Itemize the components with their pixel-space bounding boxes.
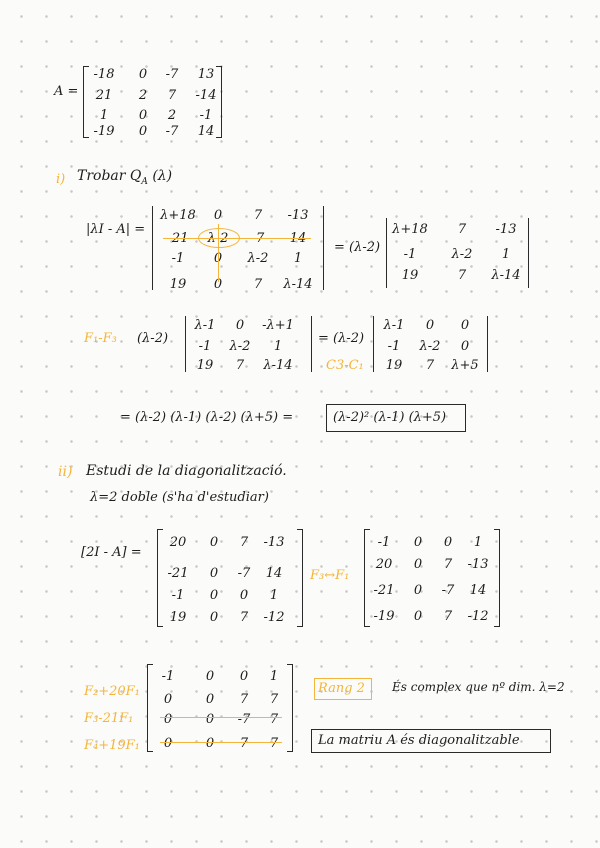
det4-right-bar bbox=[487, 316, 488, 372]
matrix-cell: -21 bbox=[167, 566, 189, 581]
matrix-cell: 19 bbox=[169, 610, 187, 625]
matrix-cell: λ-2 bbox=[247, 251, 269, 266]
matrix-cell: 0 bbox=[213, 208, 223, 223]
matrix-cell: -13 bbox=[495, 222, 517, 237]
matrix-cell: 19 bbox=[196, 358, 214, 373]
matrix-cell: -1 bbox=[199, 108, 213, 123]
matrix-cell: 7 bbox=[235, 358, 245, 373]
matrix-cell: λ-2 bbox=[229, 339, 251, 354]
det1-right-bar bbox=[323, 206, 324, 290]
det2-left-bar bbox=[386, 218, 387, 288]
char-det-label: |λI - A| = bbox=[86, 222, 146, 237]
mat3-left-bracket bbox=[147, 664, 153, 752]
det4-left-bar bbox=[373, 316, 374, 372]
matrix-cell: 0 bbox=[443, 535, 453, 550]
matrix-cell: -1 bbox=[377, 535, 391, 550]
matrix-cell: 20 bbox=[169, 535, 187, 550]
matrix-cell: λ-2 bbox=[419, 339, 441, 354]
matrix-cell: 0 bbox=[239, 669, 249, 684]
matrix-cell: 7 bbox=[269, 692, 279, 707]
matrix-cell: 0 bbox=[163, 736, 173, 751]
matrix-cell: -13 bbox=[263, 535, 285, 550]
matrix-cell: 0 bbox=[209, 588, 219, 603]
matrix-cell: 7 bbox=[443, 609, 453, 624]
matrix-cell: 0 bbox=[209, 566, 219, 581]
matrix-cell: 0 bbox=[138, 124, 148, 139]
matrix-cell: 0 bbox=[213, 277, 223, 292]
matrix-cell: -7 bbox=[165, 124, 179, 139]
matrix-cell: λ+18 bbox=[392, 222, 428, 237]
matrix-cell: -13 bbox=[467, 557, 489, 572]
matrix-cell: λ-14 bbox=[491, 268, 521, 283]
matrix-cell: -21 bbox=[167, 231, 189, 246]
matrix-cell: 1 bbox=[269, 669, 279, 684]
det3-right-bar bbox=[311, 316, 312, 372]
matrix-cell: -19 bbox=[93, 124, 115, 139]
matrix-cell: 7 bbox=[269, 712, 279, 727]
conclusion-text: La matriu A és diagonalitzable bbox=[318, 733, 520, 748]
matrix-cell: 7 bbox=[457, 268, 467, 283]
strike-row-4 bbox=[160, 742, 282, 743]
matrix-cell: 1 bbox=[293, 251, 303, 266]
matrix-cell: 7 bbox=[239, 736, 249, 751]
factor-2: (λ-2) bbox=[137, 331, 169, 346]
matrix-cell: 1 bbox=[269, 588, 279, 603]
matrix-cell: 14 bbox=[469, 583, 487, 598]
matrix-a-label: A = bbox=[54, 84, 79, 99]
matrix-cell: -12 bbox=[263, 610, 285, 625]
matrix-cell: -19 bbox=[373, 609, 395, 624]
matrix-cell: 0 bbox=[235, 318, 245, 333]
rank-label: Rang 2 bbox=[318, 681, 365, 696]
matrix-cell: -14 bbox=[195, 88, 217, 103]
matrix-cell: 0 bbox=[239, 588, 249, 603]
matrix-cell: 7 bbox=[239, 692, 249, 707]
matrix-cell: 7 bbox=[167, 88, 177, 103]
matrix-cell: -18 bbox=[93, 67, 115, 82]
section-ii-subtitle: λ=2 doble (s'ha d'estudiar) bbox=[90, 490, 269, 505]
factor-3: = (λ-2) bbox=[318, 331, 365, 346]
matrix-cell: -13 bbox=[287, 208, 309, 223]
row-operation: F₂+20F₁ bbox=[84, 684, 140, 699]
char-poly-result: (λ-2)² (λ-1) (λ+5) bbox=[333, 410, 447, 425]
matrix-cell: λ-14 bbox=[283, 277, 313, 292]
matrix-cell: 0 bbox=[163, 692, 173, 707]
matrix-cell: -1 bbox=[403, 247, 417, 262]
matrix-cell: 14 bbox=[265, 566, 283, 581]
matrix-cell: 0 bbox=[413, 609, 423, 624]
matrix-cell: -1 bbox=[198, 339, 212, 354]
matrix-cell: 0 bbox=[460, 318, 470, 333]
matrix-cell: λ-1 bbox=[194, 318, 216, 333]
matrix-cell: 0 bbox=[213, 251, 223, 266]
matrix-cell: 7 bbox=[239, 535, 249, 550]
matrix-cell: 0 bbox=[413, 557, 423, 572]
matrix-cell: -12 bbox=[467, 609, 489, 624]
matrix-cell: 0 bbox=[209, 610, 219, 625]
matrix-cell: λ+18 bbox=[160, 208, 196, 223]
det2-right-bar bbox=[528, 218, 529, 288]
matrix-cell: 14 bbox=[289, 231, 307, 246]
matrix-cell: 2 bbox=[138, 88, 148, 103]
section-i-marker: i) bbox=[56, 172, 66, 187]
matrix-cell: λ-1 bbox=[383, 318, 405, 333]
col-operation: C3-C₁ bbox=[326, 358, 364, 373]
mat1-left-bracket bbox=[157, 529, 163, 627]
row-operation-1: F₁-F₃ bbox=[84, 331, 117, 346]
matrix-cell: 0 bbox=[460, 339, 470, 354]
matrix-2i-label: [2I - A] = bbox=[81, 545, 142, 560]
matrix-cell: 1 bbox=[99, 108, 109, 123]
matrix-cell: 0 bbox=[205, 669, 215, 684]
matrix-cell: 0 bbox=[163, 712, 173, 727]
matrix-cell: λ-2 bbox=[207, 231, 229, 246]
matrix-cell: 1 bbox=[473, 535, 483, 550]
char-poly-product: = (λ-2) (λ-1) (λ-2) (λ+5) = bbox=[120, 410, 294, 425]
det1-left-bar bbox=[152, 206, 153, 290]
matrix-cell: -7 bbox=[237, 566, 251, 581]
mat2-right-bracket bbox=[494, 529, 500, 627]
matrix-cell: 14 bbox=[197, 124, 215, 139]
section-i-title: Trobar $Q_A$ (λ) bbox=[77, 168, 173, 187]
matrix-cell: 1 bbox=[501, 247, 511, 262]
matrix-cell: 0 bbox=[425, 318, 435, 333]
strike-row-3 bbox=[160, 717, 282, 718]
matrix-cell: 19 bbox=[401, 268, 419, 283]
matrix-cell: 1 bbox=[273, 339, 283, 354]
note-text: És complex que nº dim. λ=2 bbox=[392, 680, 565, 694]
matrix-cell: -1 bbox=[161, 669, 175, 684]
matrix-cell: -1 bbox=[387, 339, 401, 354]
row-operation: F₄+19F₁ bbox=[84, 738, 140, 753]
matrix-cell: 7 bbox=[457, 222, 467, 237]
factor-1: = (λ-2) bbox=[334, 240, 381, 255]
matrix-cell: -7 bbox=[237, 712, 251, 727]
matrix-cell: 0 bbox=[413, 583, 423, 598]
matrix-cell: 7 bbox=[269, 736, 279, 751]
matrix-cell: 7 bbox=[239, 610, 249, 625]
matrix-cell: 0 bbox=[138, 108, 148, 123]
matrix-cell: 21 bbox=[95, 88, 113, 103]
matrix-cell: -1 bbox=[171, 588, 185, 603]
matrix-cell: λ-2 bbox=[451, 247, 473, 262]
matrix-a-left-bracket bbox=[83, 66, 89, 138]
matrix-cell: -1 bbox=[171, 251, 185, 266]
mat1-right-bracket bbox=[297, 529, 303, 627]
matrix-cell: 0 bbox=[138, 67, 148, 82]
matrix-cell: λ-14 bbox=[263, 358, 293, 373]
matrix-cell: 0 bbox=[205, 692, 215, 707]
matrix-cell: 0 bbox=[413, 535, 423, 550]
matrix-cell: 0 bbox=[209, 535, 219, 550]
pivot-circle bbox=[198, 228, 240, 248]
matrix-cell: 0 bbox=[205, 712, 215, 727]
matrix-cell: 19 bbox=[169, 277, 187, 292]
matrix-cell: -7 bbox=[251, 231, 265, 246]
matrix-cell: 20 bbox=[375, 557, 393, 572]
matrix-cell: 13 bbox=[197, 67, 215, 82]
matrix-cell: 19 bbox=[385, 358, 403, 373]
row-operation: F₃-21F₁ bbox=[84, 711, 134, 726]
matrix-cell: 7 bbox=[425, 358, 435, 373]
det3-left-bar bbox=[185, 316, 186, 372]
swap-operation: F₃↔F₁ bbox=[310, 568, 350, 583]
matrix-cell: 7 bbox=[443, 557, 453, 572]
matrix-cell: -21 bbox=[373, 583, 395, 598]
matrix-cell: -λ+1 bbox=[262, 318, 294, 333]
matrix-cell: -7 bbox=[165, 67, 179, 82]
matrix-cell: 0 bbox=[205, 736, 215, 751]
section-ii-marker: ii) bbox=[58, 464, 73, 480]
matrix-cell: 7 bbox=[253, 208, 263, 223]
section-ii-title: Estudi de la diagonalització. bbox=[86, 463, 287, 479]
matrix-cell: 2 bbox=[167, 108, 177, 123]
matrix-cell: -7 bbox=[441, 583, 455, 598]
matrix-cell: λ+5 bbox=[451, 358, 479, 373]
matrix-cell: 7 bbox=[253, 277, 263, 292]
